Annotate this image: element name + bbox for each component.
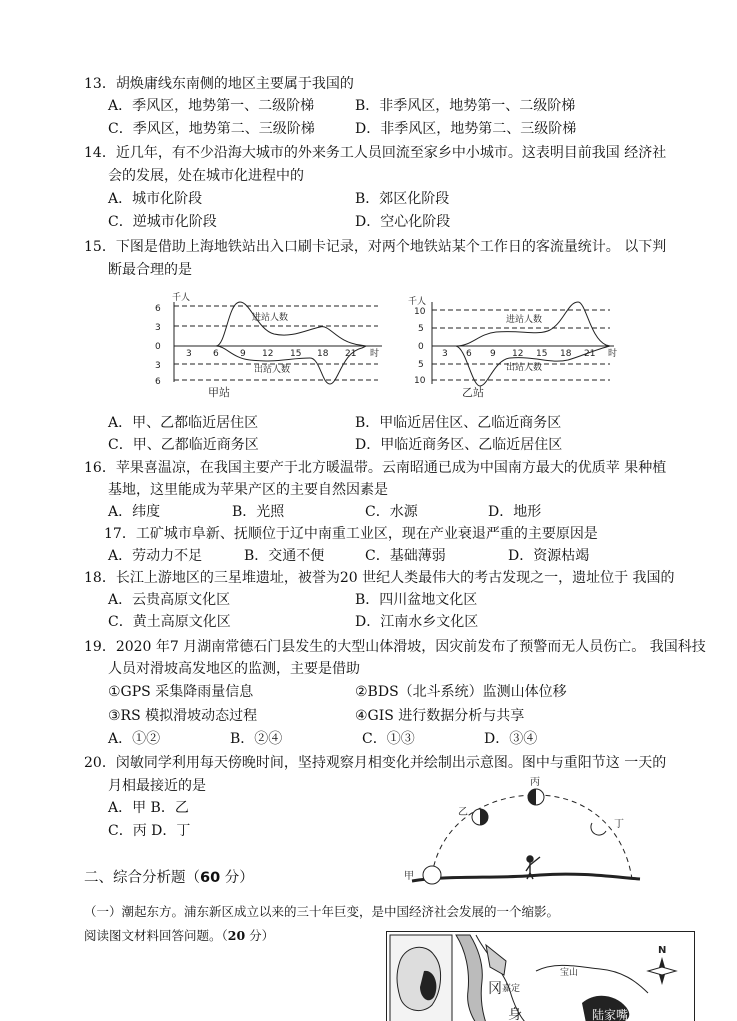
section2-part1: （一）潮起东方。浦东新区成立以来的三十年巨变，是中国经济社会发展的一个缩影。 bbox=[84, 904, 560, 919]
q14-option-a: A．城市化阶段 bbox=[108, 191, 203, 207]
q18-option-a: A．云贵高原文化区 bbox=[108, 592, 231, 608]
q16-option-c: C．水源 bbox=[365, 504, 418, 520]
north-label: N bbox=[658, 945, 667, 956]
ytick-a-4: 6 bbox=[155, 377, 161, 387]
xtick-a-15: 15 bbox=[290, 349, 302, 359]
q19-item-1: ①GPS 采集降雨量信息 bbox=[108, 684, 254, 700]
xtick-a-21: 21 bbox=[345, 349, 357, 359]
label-jia: 甲 bbox=[404, 871, 414, 882]
ytick-b-0: 10 bbox=[414, 307, 426, 317]
xtick-b-18: 18 bbox=[560, 349, 572, 359]
q13-stem: 13．胡焕庸线东南侧的地区主要属于我国的 bbox=[84, 76, 354, 92]
station-a-label: 甲站 bbox=[208, 386, 230, 399]
q17-option-b: B．交通不便 bbox=[244, 548, 325, 564]
q14-stem-cont: 会的发展，处在城市化进程中的 bbox=[108, 168, 304, 184]
hour-unit-a: 时 bbox=[370, 349, 380, 359]
q20-moon-figure bbox=[400, 775, 648, 890]
label-yi: 乙 bbox=[458, 807, 468, 818]
xtick-a-18: 18 bbox=[317, 349, 329, 359]
section2-score: 60 bbox=[200, 870, 221, 886]
map-label-lujiazui: 陆家嘴 bbox=[592, 1008, 629, 1021]
q19-option-c: C．①③ bbox=[362, 731, 415, 747]
out-label-a: 出站人数 bbox=[254, 365, 291, 375]
q19-item-2: ②BDS（北斗系统）监测山体位移 bbox=[355, 684, 567, 700]
q15-option-a: A．甲、乙都临近居住区 bbox=[108, 415, 259, 431]
q17-option-c: C．基础薄弱 bbox=[365, 548, 446, 564]
in-label-b: 进站人数 bbox=[506, 315, 543, 325]
xtick-b-15: 15 bbox=[536, 349, 548, 359]
q14-option-d: D．空心化阶段 bbox=[355, 214, 451, 230]
map-label-baoshan: 宝山 bbox=[560, 968, 579, 978]
q18-stem: 18．长江上游地区的三星堆遗址，被誉为20 世纪人类最伟大的考古发现之一，遗址位于 我国的 bbox=[84, 570, 675, 586]
q13-option-c: C．季风区，地势第二、三级阶梯 bbox=[108, 121, 315, 137]
q19-stem-cont: 人员对滑坡高发地区的监测，主要是借助 bbox=[108, 661, 360, 677]
ytick-a-0: 6 bbox=[155, 304, 161, 314]
xtick-b-3: 3 bbox=[442, 349, 448, 359]
q14-option-c: C．逆城市化阶段 bbox=[108, 214, 217, 230]
q16-option-a: A．纬度 bbox=[108, 504, 161, 520]
ytick-b-2: 0 bbox=[418, 342, 424, 352]
xtick-b-12: 12 bbox=[512, 349, 524, 359]
q15-option-d: D．甲临近商务区、乙临近居住区 bbox=[355, 437, 563, 453]
q16-stem: 16．苹果喜温凉，在我国主要产于北方暖温带。云南昭通已成为中国南方最大的优质苹 果种植 bbox=[84, 460, 667, 476]
map-label-shen: 身 bbox=[508, 1007, 522, 1021]
q19-option-d: D．③④ bbox=[484, 731, 538, 747]
q15-stem-cont: 断最合理的是 bbox=[108, 262, 192, 278]
q17-option-d: D．资源枯竭 bbox=[508, 548, 590, 564]
part-unit: 分） bbox=[245, 928, 275, 943]
q19-option-b: B．②④ bbox=[230, 731, 283, 747]
station-b-label: 乙站 bbox=[462, 386, 484, 399]
xtick-b-21: 21 bbox=[584, 349, 596, 359]
q20-option-cd: C．丙 D．丁 bbox=[108, 823, 191, 839]
q17-option-a: A．劳动力不足 bbox=[108, 548, 203, 564]
pudong-map bbox=[386, 931, 696, 1021]
q14-option-b: B．郊区化阶段 bbox=[355, 191, 450, 207]
q20-stem-cont: 月相最接近的是 bbox=[108, 778, 206, 794]
xtick-b-6: 6 bbox=[466, 349, 472, 359]
q16-stem-cont: 基地，这里能成为苹果产区的主要自然因素是 bbox=[108, 482, 388, 498]
q13-option-a: A．季风区，地势第一、二级阶梯 bbox=[108, 98, 315, 114]
q18-option-d: D．江南水乡文化区 bbox=[355, 614, 479, 630]
q16-option-b: B．光照 bbox=[232, 504, 285, 520]
xtick-b-9: 9 bbox=[490, 349, 496, 359]
q19-stem: 19．2020 年7 月湖南常德石门县发生的大型山体滑坡，因灾前发布了预警而无人员伤亡。 我国科技 bbox=[84, 639, 706, 655]
instruction-text: 阅读图文材料回答问题。（ bbox=[84, 928, 228, 943]
ytick-a-3: 3 bbox=[155, 361, 161, 371]
q17-stem: 17．工矿城市阜新、抚顺位于辽中南重工业区，现在产业衰退严重的主要原因是 bbox=[104, 526, 598, 542]
map-label-jiading: 嘉定 bbox=[502, 984, 521, 994]
out-label-b: 出站人数 bbox=[506, 363, 543, 373]
ytick-b-4: 10 bbox=[414, 376, 426, 386]
ytick-b-3: 5 bbox=[418, 360, 424, 370]
q18-option-b: B．四川盆地文化区 bbox=[355, 592, 478, 608]
in-label-a: 进站人数 bbox=[252, 313, 289, 323]
section2-unit: 分） bbox=[220, 870, 254, 886]
q18-option-c: C．黄土高原文化区 bbox=[108, 614, 231, 630]
q13-option-b: B．非季风区，地势第一、二级阶梯 bbox=[355, 98, 576, 114]
q13-option-d: D．非季风区，地势第二、三级阶梯 bbox=[355, 121, 577, 137]
in-curve-a bbox=[216, 302, 366, 346]
label-ding: 丁 bbox=[614, 819, 624, 830]
xtick-a-9: 9 bbox=[240, 349, 246, 359]
label-bing: 丙 bbox=[530, 777, 540, 788]
q15-option-b: B．甲临近居住区、乙临近商务区 bbox=[355, 415, 562, 431]
part-score: 20 bbox=[227, 928, 246, 943]
ytick-b-1: 5 bbox=[418, 324, 424, 334]
section2-title-text: 二、综合分析题（ bbox=[84, 870, 200, 886]
section2-instruction bbox=[84, 926, 274, 946]
horizon-line bbox=[412, 874, 640, 881]
q20-stem: 20．闵敏同学利用每天傍晚时间，坚持观察月相变化并绘制出示意图。图中与重阳节这 一天的 bbox=[84, 755, 667, 771]
unit-b: 千人 bbox=[408, 297, 427, 307]
map-label-gang: 冈 bbox=[488, 981, 502, 997]
fig15-labels bbox=[155, 291, 617, 399]
q19-item-4: ④GIS 进行数据分析与共享 bbox=[355, 708, 525, 724]
q16-option-d: D．地形 bbox=[488, 504, 542, 520]
q19-item-3: ③RS 模拟滑坡动态过程 bbox=[108, 708, 258, 724]
hour-unit-b: 时 bbox=[608, 349, 618, 359]
xtick-a-12: 12 bbox=[262, 349, 274, 359]
moon-jia bbox=[423, 866, 441, 884]
xtick-a-3: 3 bbox=[186, 349, 192, 359]
q15-stem: 15．下图是借助上海地铁站出入口刷卡记录，对两个地铁站某个工作日的客流量统计。 以下判 bbox=[84, 239, 667, 255]
q14-stem: 14．近几年，有不少沿海大城市的外来务工人员回流至家乡中小城市。这表明目前我国 经济社 bbox=[84, 145, 667, 161]
q20-option-ab: A．甲 B．乙 bbox=[108, 800, 189, 816]
xtick-a-6: 6 bbox=[213, 349, 219, 359]
section2-title bbox=[84, 868, 254, 888]
q15-option-c: C．甲、乙都临近商务区 bbox=[108, 437, 259, 453]
unit-a: 千人 bbox=[172, 293, 191, 303]
ytick-a-2: 0 bbox=[155, 342, 161, 352]
q19-option-a: A．①② bbox=[108, 731, 161, 747]
q15-figure bbox=[150, 290, 640, 402]
ytick-a-1: 3 bbox=[155, 323, 161, 333]
moon-ding bbox=[591, 823, 606, 835]
